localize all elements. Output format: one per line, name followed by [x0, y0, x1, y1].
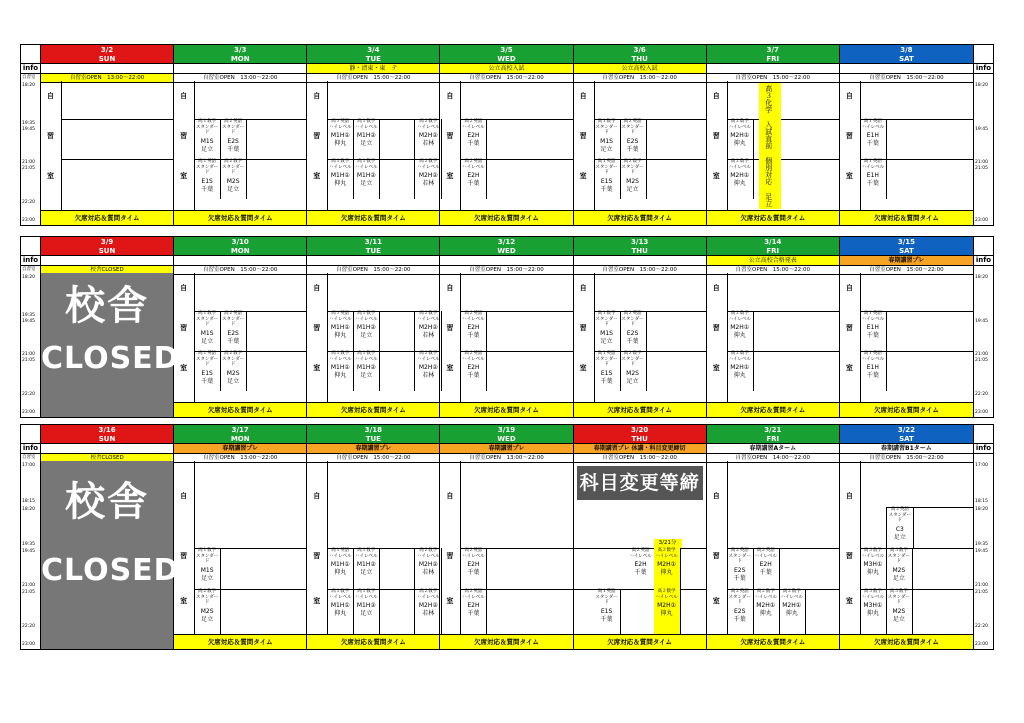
week-2	[20, 236, 994, 418]
day-header: 3/4 TUE	[307, 45, 439, 64]
day-3-9	[41, 237, 180, 417]
time-label: 18:20	[22, 275, 35, 280]
time-label: 18:15	[22, 499, 35, 504]
time-label: 19:45	[22, 127, 35, 132]
time-label: 19:45	[22, 319, 35, 324]
open-hours: 自習室OPEN 15:00～22:00	[707, 74, 839, 83]
time-label: 18:20	[22, 507, 35, 512]
time-label: 23:00	[22, 410, 35, 415]
time-label: 19:35	[22, 542, 35, 547]
time-label: 21:00	[22, 352, 35, 357]
class-slot: 高１英語 ハイレベル E1H 千葉	[860, 119, 887, 159]
class-slot: 高１数学 ハイレベル M1H② 足立	[353, 119, 380, 159]
class-slot: 高１数学 ハイレベル M1H① 抑丸	[327, 589, 354, 636]
class-slot: 高１数学 ハイレベル M1H② 足立	[353, 548, 380, 589]
event-banner	[174, 256, 306, 266]
class-slot: 高２数学 ハイレベル M2H① 抑丸	[654, 589, 681, 636]
open-hours: 自習室OPEN 13:00～22:00	[440, 454, 572, 463]
time-label: 19:45	[974, 549, 988, 554]
bottom-banner: 欠席対応＆質問タイム	[574, 210, 706, 225]
class-slot: 高２英語 スタンダード E2S 千葉	[220, 119, 247, 159]
study-room-column: 自 習 室	[707, 461, 728, 635]
event-banner: 春期講習Aターム	[707, 444, 839, 454]
row-label: 自習室	[22, 75, 36, 80]
event-banner	[574, 256, 706, 266]
day-header: 3/22 SAT	[840, 425, 973, 444]
open-hours: 自習室OPEN 15:00～22:00	[440, 266, 572, 275]
day-header: 3/12 WED	[440, 237, 572, 256]
day-header: 3/18 TUE	[307, 425, 439, 444]
info-label: info	[22, 444, 39, 452]
time-column-right	[973, 45, 993, 225]
time-label: 22:20	[22, 624, 35, 629]
time-label: 17:00	[22, 463, 35, 468]
time-label: 18:15	[974, 499, 988, 504]
open-hours: 自習室OPEN 15:00～22:00	[840, 454, 973, 463]
bottom-banner: 欠席対応＆質問タイム	[440, 402, 572, 417]
day-header: 3/2 SUN	[41, 45, 173, 64]
class-slot: 高２数学 スタンダード M2S 足立	[220, 351, 247, 391]
time-column-left	[21, 425, 41, 649]
open-hours: 自習室OPEN 15:00～22:00	[174, 266, 306, 275]
event-banner: 公立高校入試	[574, 64, 706, 74]
open-hours: 自習室OPEN 15:00～22:00	[307, 266, 439, 275]
time-column-right	[973, 425, 993, 649]
day-header: 3/11 TUE	[307, 237, 439, 256]
event-banner	[707, 64, 839, 74]
info-label: info	[22, 256, 39, 264]
deadline-banner: 科目変更等締切	[577, 466, 703, 500]
day-3-2	[41, 45, 174, 225]
study-room-column: 自 習 室	[574, 273, 595, 403]
day-3-13	[574, 237, 707, 417]
class-slot: 高２数学 スタンダード M2S 足立	[220, 159, 247, 199]
open-hours: 自習室OPEN 15:00～22:00	[707, 266, 839, 275]
study-room-column: 自 習 室	[707, 273, 728, 403]
class-slot: 高１数学 スタンダード M1S 足立	[194, 311, 221, 351]
time-label: 21:05	[22, 590, 35, 595]
study-room-column: 自 習 室	[840, 81, 861, 211]
bottom-banner: 欠席対応＆質問タイム	[174, 210, 306, 225]
class-slot: 高１英語 スタンダード E1S 千葉	[594, 589, 621, 636]
class-slot: 高２英語 ハイレベル E2H 千葉	[460, 159, 487, 199]
study-room-column: 自 習 室	[174, 273, 195, 403]
event-banner: 春期講習プレ	[840, 256, 973, 266]
day-header: 3/15 SAT	[840, 237, 973, 256]
time-label: 18:20	[22, 83, 35, 88]
open-hours: 自習室OPEN 13:00～22:00	[174, 454, 306, 463]
class-slot: 高２数学 スタンダード M2S 足立	[620, 351, 647, 391]
study-room-column: 自 習 室	[440, 81, 461, 211]
open-hours: 自習室OPEN 15:00～22:00	[307, 74, 439, 83]
time-label: 19:45	[974, 127, 988, 132]
class-slot: 高２英語 スタンダード E2S 千葉	[220, 311, 247, 351]
time-label: 23:00	[974, 642, 988, 647]
class-slot: 高２数学 ハイレベル M2H① 抑丸	[654, 548, 681, 589]
time-label: 22:20	[974, 624, 988, 629]
event-banner	[41, 444, 173, 454]
day-header: 3/6 THU	[574, 45, 706, 64]
bottom-banner: 欠席対応＆質問タイム	[840, 210, 973, 225]
day-3-19	[440, 425, 573, 649]
study-room-column: 自 習 室	[440, 461, 461, 635]
study-room-column: 自 習 室	[307, 273, 328, 403]
class-slot: 高２数学 ハイレベル M2H② 若林	[414, 548, 442, 589]
event-banner: 春期講習プレ	[174, 444, 306, 454]
event-banner: 公立高校合格発表	[707, 256, 839, 266]
day-3-16	[41, 425, 180, 649]
study-room-column: 自 習 室	[574, 81, 595, 211]
open-hours: 自習室OPEN 14:00～22:00	[707, 454, 839, 463]
time-column-left	[21, 45, 41, 225]
class-slot: 高２英語 ハイレベル E2H 千葉	[460, 311, 487, 351]
day-header: 3/16 SUN	[41, 425, 173, 444]
bottom-banner: 欠席対応＆質問タイム	[440, 210, 572, 225]
class-slot: 高２数学 ハイレベル M2H① 抑丸	[753, 589, 780, 636]
class-slot: 高１数学 スタンダード M1S 足立	[594, 119, 621, 159]
bottom-banner: 欠席対応＆質問タイム	[707, 402, 839, 417]
day-3-3	[174, 45, 307, 225]
time-label: 22:20	[22, 200, 35, 205]
class-slot: 高１英語 ハイレベル M1H① 抑丸	[327, 311, 354, 351]
class-slot: 高３数学 スタンダード M2S 足立	[886, 589, 913, 636]
time-column-right	[973, 237, 993, 417]
class-slot: 高２数学 ハイレベル M2H① 抑丸	[779, 589, 806, 636]
day-header: 3/17 MON	[174, 425, 306, 444]
time-label: 21:00	[974, 352, 988, 357]
event-banner: 春期講習プレ	[307, 444, 439, 454]
class-slot: 高１英語 スタンダード E1S 千葉	[194, 351, 221, 391]
class-slot: 高１数学 スタンダード M1S 足立	[194, 119, 221, 159]
event-banner	[41, 64, 173, 74]
time-label: 23:00	[22, 642, 35, 647]
open-hours: 校舎CLOSED	[41, 454, 173, 463]
bottom-banner: 欠席対応＆質問タイム	[174, 634, 306, 649]
time-label: 21:00	[22, 160, 35, 165]
class-slot: 高１英語 ハイレベル M1H① 抑丸	[327, 548, 354, 589]
study-room-column: 自 習 室	[174, 461, 195, 635]
time-label: 19:35	[22, 121, 35, 126]
time-label: 23:00	[974, 410, 988, 415]
time-label: 22:20	[974, 392, 988, 397]
info-label: info	[22, 64, 39, 72]
day-header: 3/20 THU	[574, 425, 706, 444]
class-slot: 高１英語 ハイレベル E1H 千葉	[860, 311, 887, 351]
open-hours: 自習室OPEN 15:00～22:00	[574, 454, 706, 463]
class-slot: 高２英語 ハイレベル E2H 千葉	[460, 548, 487, 589]
class-slot: 高１数学 ハイレベル M1H② 足立	[353, 311, 380, 351]
bottom-banner: 欠席対応＆質問タイム	[574, 402, 706, 417]
row-label: 自習室	[22, 455, 36, 460]
bottom-banner: 欠席対応＆質問タイム	[307, 634, 439, 649]
time-label: 19:35	[974, 542, 988, 547]
class-slot: 高１英語 スタンダード E1S 千葉	[594, 159, 621, 199]
class-slot: 高２数学 ハイレベル M2H① 抑丸	[727, 119, 754, 159]
time-label: 22:20	[22, 392, 35, 397]
bottom-banner: 欠席対応＆質問タイム	[574, 634, 706, 649]
info-label: info	[975, 64, 992, 72]
event-banner: 春期講習プレ	[440, 444, 572, 454]
class-slot: 高２数学 ハイレベル M2H② 若林	[414, 351, 442, 391]
time-label: 23:00	[22, 218, 35, 223]
week-1	[20, 44, 994, 226]
class-slot: 高１数学 ハイレベル M1H① 抑丸	[327, 159, 354, 199]
day-3-18	[307, 425, 440, 649]
bottom-banner: 欠席対応＆質問タイム	[307, 210, 439, 225]
class-slot: 高２英語 スタンダード E2S 千葉	[620, 119, 647, 159]
bottom-banner: 欠席対応＆質問タイム	[41, 210, 173, 225]
class-slot: 高１数学 ハイレベル M1H① 抑丸	[327, 351, 354, 391]
class-slot: 高１数学 スタンダード M1S 足立	[594, 311, 621, 351]
class-slot: 高２数学 ハイレベル M2H② 若林	[414, 159, 442, 199]
time-label: 21:00	[22, 583, 35, 588]
class-slot: 高１英語 ハイレベル E1H 千葉	[860, 351, 887, 391]
class-slot: 高１数学 ハイレベル M1H② 足立	[353, 159, 380, 199]
day-3-7	[707, 45, 840, 225]
study-room-column: 自 習 室	[41, 81, 62, 211]
class-slot: 高２数学 ハイレベル M2H② 若林	[414, 119, 442, 159]
row-label: 自習室	[22, 267, 36, 272]
study-room-column: 自 習 室	[307, 461, 328, 635]
time-label: 19:45	[22, 549, 35, 554]
deadline-sub: 3/21分	[654, 539, 682, 548]
class-slot: 高２英語 ハイレベル E2H 千葉	[753, 548, 780, 589]
class-slot: 高１数学 ハイレベル M1H② 足立	[353, 351, 380, 391]
class-slot: 高３数学 スタンダード M2S 足立	[886, 548, 913, 589]
day-3-22	[840, 425, 973, 649]
day-3-8	[840, 45, 973, 225]
time-label: 21:05	[974, 166, 988, 171]
day-3-12	[440, 237, 573, 417]
closed-notice: 校舎 CLOSED	[41, 273, 173, 417]
study-room-column: 自 習 室	[707, 81, 728, 211]
class-slot: 高１英語 スタンダード E1S 千葉	[594, 351, 621, 391]
open-hours: 校舎CLOSED	[41, 266, 173, 275]
study-room-column: 自 習 室	[840, 461, 861, 635]
class-slot: 高３数学 ハイレベル M3H① 抑丸	[860, 589, 887, 636]
time-label: 23:00	[974, 218, 988, 223]
day-3-21	[707, 425, 840, 649]
time-label: 21:05	[22, 358, 35, 363]
class-slot: 高１数学 スタンダード M1S 足立	[194, 548, 221, 589]
week-3	[20, 424, 994, 650]
study-room-column: 自 習 室	[174, 81, 195, 211]
class-slot: 高２英語 スタンダード E2S 千葉	[620, 311, 647, 351]
open-hours: 自習室OPEN 15:00～22:00	[840, 266, 973, 275]
closed-notice: 校舎 CLOSED	[41, 461, 173, 649]
event-banner	[840, 64, 973, 74]
bottom-banner: 欠席対応＆質問タイム	[707, 634, 839, 649]
time-label: 19:35	[22, 313, 35, 318]
bottom-banner: 欠席対応＆質問タイム	[707, 210, 839, 225]
class-slot: 高２数学 スタンダード M2S 足立	[194, 589, 221, 636]
event-banner: 静・清東・東 テ	[307, 64, 439, 74]
class-slot: 高２数学 ハイレベル M2H① 抑丸	[727, 159, 754, 199]
day-header: 3/7 FRI	[707, 45, 839, 64]
open-hours: 自習室OPEN 15:00～22:00	[307, 454, 439, 463]
event-banner: 公立高校入試	[440, 64, 572, 74]
class-slot: 高２数学 ハイレベル M2H① 抑丸	[727, 311, 754, 351]
class-slot: 高３数学 ハイレベル M3H① 抑丸	[860, 548, 887, 589]
bottom-banner: 欠席対応＆質問タイム	[174, 402, 306, 417]
day-3-10	[174, 237, 307, 417]
day-3-14	[707, 237, 840, 417]
bottom-banner: 欠席対応＆質問タイム	[440, 634, 572, 649]
class-slot: 高２英語 ハイレベル E2H 千葉	[460, 589, 487, 636]
time-label: 21:05	[974, 358, 988, 363]
class-slot: 高２英語 ハイレベル E2H 千葉	[460, 351, 487, 391]
info-label: info	[975, 444, 992, 452]
time-label: 18:20	[974, 507, 988, 512]
class-slot: 高２数学 ハイレベル M2H② 若林	[414, 311, 442, 351]
day-3-20	[574, 425, 707, 649]
event-banner	[174, 64, 306, 74]
class-slot: 高１英語 スタンダード E1S 千葉	[194, 159, 221, 199]
study-room-column: 自 習 室	[440, 273, 461, 403]
day-header: 3/9 SUN	[41, 237, 173, 256]
event-banner: 春期講習プレ 休講・科目変更締切	[574, 444, 706, 454]
bottom-banner: 欠席対応＆質問タイム	[307, 402, 439, 417]
time-label: 17:00	[974, 463, 988, 468]
class-slot: 高２数学 スタンダード M2S 足立	[620, 159, 647, 199]
day-3-6	[574, 45, 707, 225]
day-3-17	[174, 425, 307, 649]
open-hours: 自習室OPEN 15:00～22:00	[840, 74, 973, 83]
day-3-15	[840, 237, 973, 417]
bottom-banner: 欠席対応＆質問タイム	[840, 402, 973, 417]
class-slot: 高２英語 スタンダード E2S 千葉	[727, 589, 754, 636]
time-label: 19:45	[974, 319, 988, 324]
day-3-5	[440, 45, 573, 225]
day-header: 3/8 SAT	[840, 45, 973, 64]
open-hours: 自習室OPEN 15:00～22:00	[574, 266, 706, 275]
event-banner	[440, 256, 572, 266]
info-label: info	[975, 256, 992, 264]
time-label: 21:00	[974, 160, 988, 165]
open-hours: 自習室OPEN 13:00～22:00	[174, 74, 306, 83]
time-label: 18:20	[974, 275, 988, 280]
time-label: 21:00	[974, 583, 988, 588]
day-header: 3/10 MON	[174, 237, 306, 256]
day-header: 3/14 FRI	[707, 237, 839, 256]
event-banner	[41, 256, 173, 266]
bottom-banner: 欠席対応＆質問タイム	[840, 634, 973, 649]
time-label: 21:05	[22, 166, 35, 171]
day-header: 3/13 THU	[574, 237, 706, 256]
class-slot: 高１英語 ハイレベル E1H 千葉	[860, 159, 887, 199]
open-hours: 自習室OPEN 15:00～22:00	[574, 74, 706, 83]
day-header: 3/19 WED	[440, 425, 572, 444]
class-slot: 高２数学 ハイレベル M2H① 抑丸	[727, 351, 754, 391]
time-column-left	[21, 237, 41, 417]
day-3-11	[307, 237, 440, 417]
study-room-column: 自 習 室	[840, 273, 861, 403]
day-3-4	[307, 45, 440, 225]
time-label: 21:05	[974, 590, 988, 595]
day-header: 3/5 WED	[440, 45, 572, 64]
class-slot: 高１英語 ハイレベル M1H① 抑丸	[327, 119, 354, 159]
special-note: 高３化学 入試直前 個別対応 足立	[759, 83, 781, 209]
class-slot: 高２数学 ハイレベル M2H② 若林	[414, 589, 442, 636]
event-banner	[307, 256, 439, 266]
day-header: 3/21 FRI	[707, 425, 839, 444]
class-slot: 高２英語 スタンダード C3 足立	[886, 507, 914, 548]
class-slot: 高２英語 スタンダード E2S 千葉	[727, 548, 754, 589]
class-slot: 高２英語 ハイレベル E2H 千葉	[460, 119, 487, 159]
time-label: 18:20	[974, 83, 988, 88]
study-room-column: 自 習 室	[307, 81, 328, 211]
day-header: 3/3 MON	[174, 45, 306, 64]
open-hours: 自習室OPEN 15:00～22:00	[440, 74, 572, 83]
class-slot: 高１数学 ハイレベル M1H② 足立	[353, 589, 380, 636]
open-hours: 自習室OPEN 13:00～22:00	[41, 74, 173, 83]
class-slot: 高２英語 ハイレベル E2H 千葉	[628, 548, 655, 589]
event-banner: 春期講習B1ターム	[840, 444, 973, 454]
